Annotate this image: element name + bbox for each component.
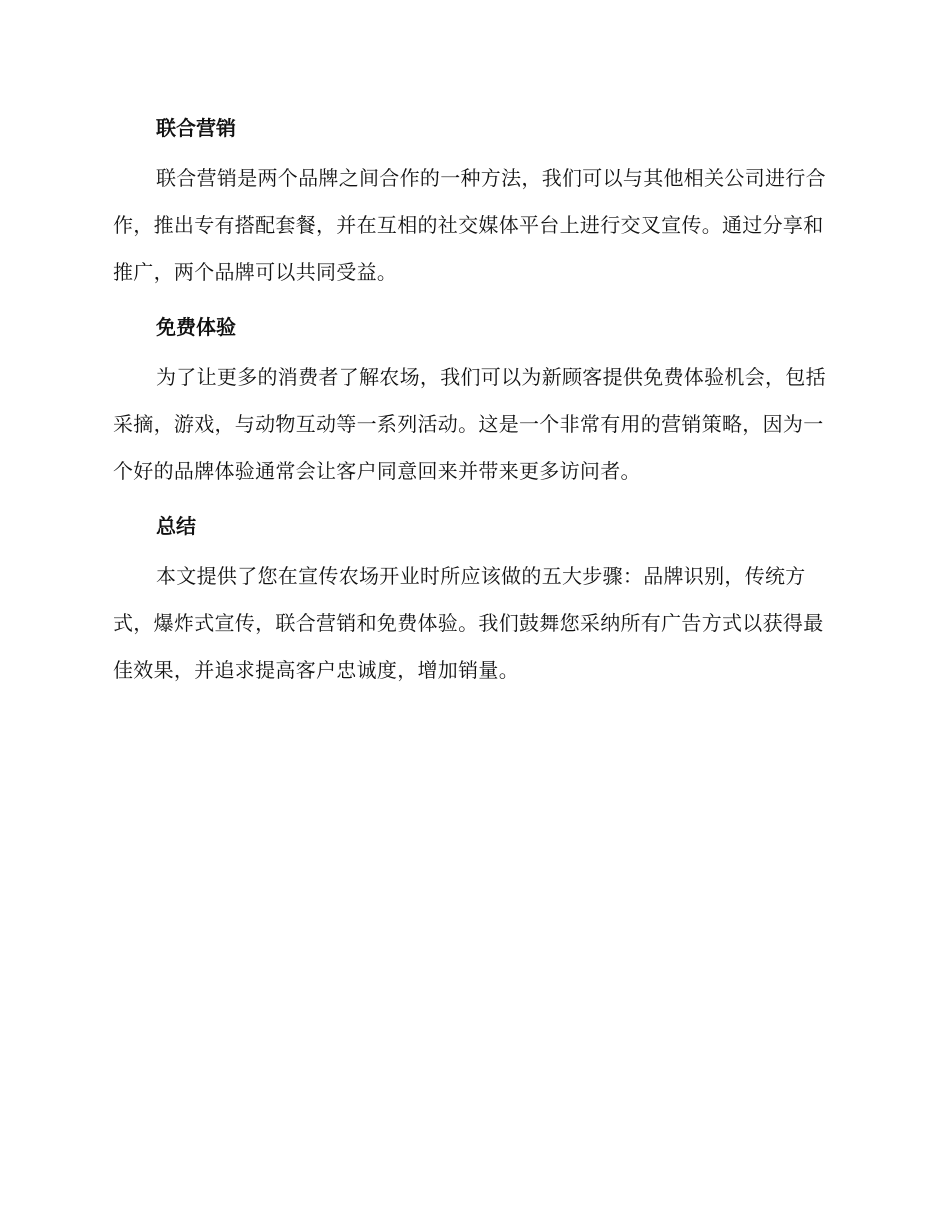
section-heading-free-experience: 免费体验: [156, 315, 236, 339]
section-paragraph-free-experience: 为了让更多的消费者了解农场，我们可以为新顾客提供免费体验机会，包括采摘，游戏，与动物互动等一系列活动。这是一个非常有用的营销策略，因为一个好的品牌体验通常会让客户同意回来并带来更多访问者。: [113, 365, 826, 483]
section-heading-summary: 总结: [156, 514, 196, 538]
document-content: [113, 108, 833, 705]
section-heading-joint-marketing: 联合营销: [156, 116, 236, 140]
section-paragraph-joint-marketing: 联合营销是两个品牌之间合作的一种方法，我们可以与其他相关公司进行合作，推出专有搭配套餐，并在互相的社交媒体平台上进行交叉宣传。通过分享和推广，两个品牌可以共同受益。: [113, 166, 826, 284]
section-paragraph-summary: 本文提供了您在宣传农场开业时所应该做的五大步骤：品牌识别，传统方式，爆炸式宣传，联合营销和免费体验。我们鼓舞您采纳所有广告方式以获得最佳效果，并追求提高客户忠诚度，增加销量。: [113, 564, 824, 682]
